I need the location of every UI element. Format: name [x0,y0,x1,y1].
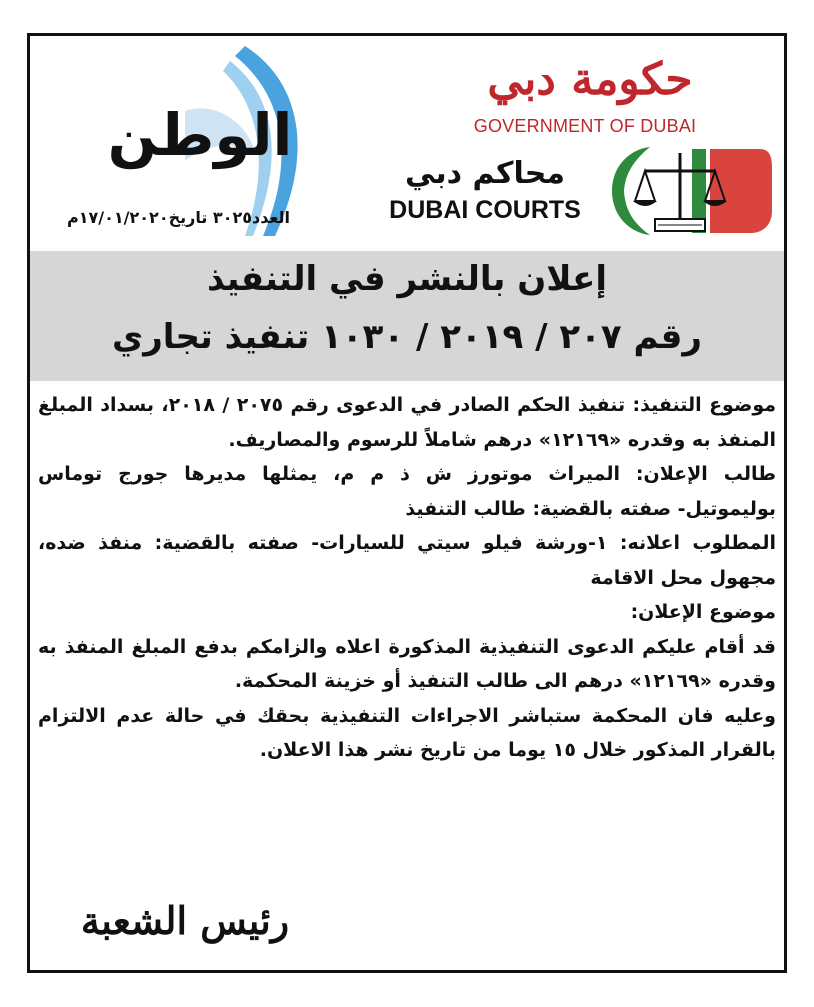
notice-frame [27,33,787,973]
courts-arabic-label: محاكم دبي [405,156,565,191]
paragraph-respondent: المطلوب اعلانه: ١-ورشة فيلو سيتي للسيارات- صفته بالقضية: منفذ ضده، مجهول محل الاقامة [38,532,776,589]
government-arabic-logo: حكومة دبي [487,54,693,105]
notice-title: إعلان بالنشر في التنفيذ [207,259,607,299]
issue-line: العدد٣٠٢٥ تاريخ١٧/٠١/٢٠٢٠م [67,208,290,227]
newspaper-name: الوطن [107,101,293,169]
notice-body [38,388,776,768]
government-english-label: GOVERNMENT OF DUBAI [473,116,697,136]
title-band [30,251,784,381]
courts-english-label: DUBAI COURTS [389,196,581,224]
paragraph-notice-subject-label: موضوع الإعلان: [630,601,776,623]
paragraph-execution-subject: موضوع التنفيذ: تنفيذ الحكم الصادر في الدعوى رقم ٢٠٧٥ / ٢٠١٨، بسداد المبلغ المنفذ به وقدره «١٢١٦٩» درهم شاملاً للرسوم والمصاريف. [38,394,777,451]
paragraph-court-action: وعليه فان المحكمة ستباشر الاجراءات التنفيذية بحقك في حالة عدم الالتزام بالقرار المذكور خلال ١٥ يوما من تاريخ نشر هذا الاعلان. [38,704,776,761]
paragraph-notice-content: قد أقام عليكم الدعوى التنفيذية المذكورة اعلاه والزامكم بدفع المبلغ المنفذ به وقدره «١٢١٦٩» درهم الى طالب التنفيذ أو خزينة المحكمة. [38,635,776,692]
signature: رئيس الشعبة [80,898,290,943]
case-number: رقم ٢٠٧ / ٢٠١٩ / ١٠٣٠ تنفيذ تجاري [112,317,702,357]
dubai-courts-emblem-icon [600,141,775,241]
notice-header [30,36,784,251]
paragraph-requester: طالب الإعلان: الميراث موتورز ش ذ م م، يمثلها مديرها جورج توماس بوليموتيل- صفته بالقضية: طالب التنفيذ [38,463,776,520]
